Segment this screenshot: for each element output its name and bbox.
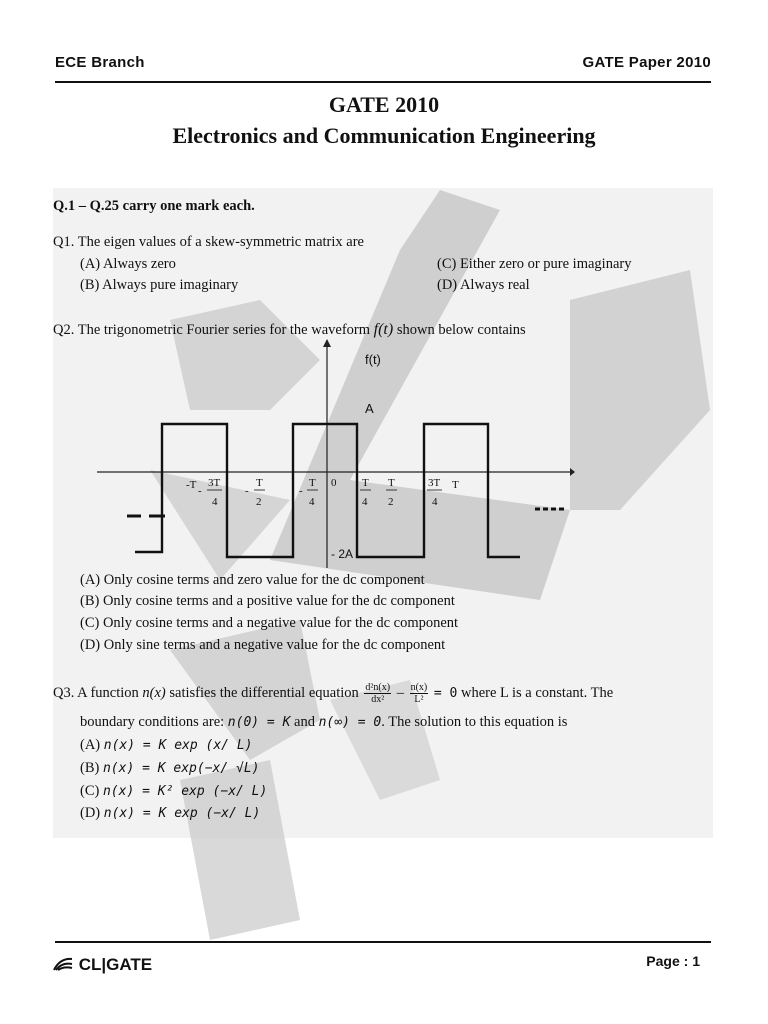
section-heading: Q.1 – Q.25 carry one mark each. — [53, 198, 255, 214]
q1-option-c: (C) Either zero or pure imaginary — [437, 256, 632, 272]
header-rule — [55, 81, 711, 83]
tick-minus-T: -T — [186, 479, 197, 491]
q3-option-a — [80, 737, 252, 754]
tick-minus-T4-den: 4 — [309, 496, 315, 508]
logo-swirl-icon — [52, 956, 74, 972]
tick-zero: 0 — [331, 477, 337, 489]
tick-minus-T2-num: T — [256, 477, 263, 489]
tick-minus-3T4-dash: - — [198, 485, 202, 497]
q3-b-math: n(x) = K exp(−x/ √L) — [102, 761, 260, 776]
tick-3T4-den: 4 — [432, 496, 438, 508]
q3-eq0: = 0 — [433, 685, 458, 701]
tick-T: T — [452, 479, 459, 491]
q3-option-d — [80, 805, 260, 822]
q1-text: Q1. The eigen values of a skew-symmetric matrix are — [53, 234, 364, 250]
q3-d-label: (D) — [80, 805, 101, 821]
header-branch: ECE Branch — [55, 54, 145, 71]
page-number: Page : 1 — [646, 953, 700, 969]
tick-minus-T2-den: 2 — [256, 496, 262, 508]
q3-text-pre: Q3. A function — [53, 684, 139, 701]
q3-frac1 — [364, 682, 391, 705]
q2-function: f(t) — [373, 321, 394, 338]
q3-option-b — [80, 760, 260, 777]
q3-a-math: n(x) = K exp (x/ L) — [103, 738, 253, 753]
q3-text-end: where L is a constant. The — [460, 684, 614, 701]
q3-c-math: n(x) = K² exp (−x/ L) — [102, 784, 268, 799]
q1-option-b: (B) Always pure imaginary — [80, 277, 239, 293]
q3-a-label: (A) — [80, 737, 101, 753]
q1-option-a: (A) Always zero — [80, 256, 176, 272]
footer-logo — [52, 955, 152, 975]
waveform-figure — [95, 335, 575, 570]
tick-minus-3T4-den: 4 — [212, 496, 218, 508]
tick-minus-T2-dash: - — [245, 485, 249, 497]
q3-bc1: n(0) = K — [227, 715, 291, 730]
q3-d-math: n(x) = K exp (−x/ L) — [103, 806, 261, 821]
q3-frac2 — [410, 682, 429, 705]
q2-option-c: (C) Only cosine terms and a negative value for the dc component — [80, 615, 459, 631]
q3-option-c — [80, 783, 267, 800]
tick-T2-num: T — [388, 477, 395, 489]
q3-line1 — [53, 682, 713, 705]
q2-text-post: shown below contains — [396, 322, 526, 338]
tick-3T4-num: 3T — [428, 477, 441, 489]
q3-frac2-den: L² — [414, 694, 424, 705]
tick-minus-3T4-num: 3T — [208, 477, 221, 489]
q2-text-pre: Q2. The trigonometric Fourier series for the waveform — [53, 322, 371, 338]
q2-option-d: (D) Only sine terms and a negative value for the dc component — [80, 637, 446, 653]
title-line1: GATE 2010 — [328, 92, 440, 117]
tick-T2-den: 2 — [388, 496, 394, 508]
q1-option-d: (D) Always real — [437, 277, 530, 293]
q3-minus: – — [396, 684, 404, 701]
q3-c-label: (C) — [80, 783, 100, 799]
q3-bc2: n(∞) = 0 — [318, 715, 382, 730]
header-paper: GATE Paper 2010 — [582, 54, 711, 71]
tick-T4-num: T — [362, 477, 369, 489]
q3-frac1-den: dx² — [371, 694, 385, 705]
q3-b-label: (B) — [80, 760, 100, 776]
footer-logo-text: CL|GATE — [78, 955, 153, 974]
q3-line2-pre: boundary conditions are: — [80, 714, 225, 730]
q3-line2 — [80, 714, 567, 731]
q3-text-mid: satisfies the differential equation — [169, 684, 359, 701]
q3-and: and — [294, 714, 315, 730]
q2-option-b: (B) Only cosine terms and a positive value for the dc component — [80, 593, 455, 609]
q3-frac2-num: n(x) — [410, 682, 428, 693]
label-ft: f(t) — [365, 352, 381, 367]
q3-frac1-num: d²n(x) — [365, 682, 391, 693]
tick-T4-den: 4 — [362, 496, 368, 508]
y-axis-arrow — [323, 339, 331, 347]
title-line2: Electronics and Communication Engineering — [172, 123, 596, 148]
tick-minus-T4-num: T — [309, 477, 316, 489]
q3-nx: n(x) — [142, 684, 166, 701]
x-axis-arrow — [570, 468, 575, 476]
q2-option-a: (A) Only cosine terms and zero value for the dc component — [80, 572, 425, 588]
footer-rule — [55, 941, 711, 943]
label-low: - 2A — [331, 547, 354, 561]
label-high: A — [365, 401, 374, 416]
q3-line2-post: . The solution to this equation is — [381, 714, 568, 730]
tick-minus-T4-dash: - — [299, 485, 303, 497]
